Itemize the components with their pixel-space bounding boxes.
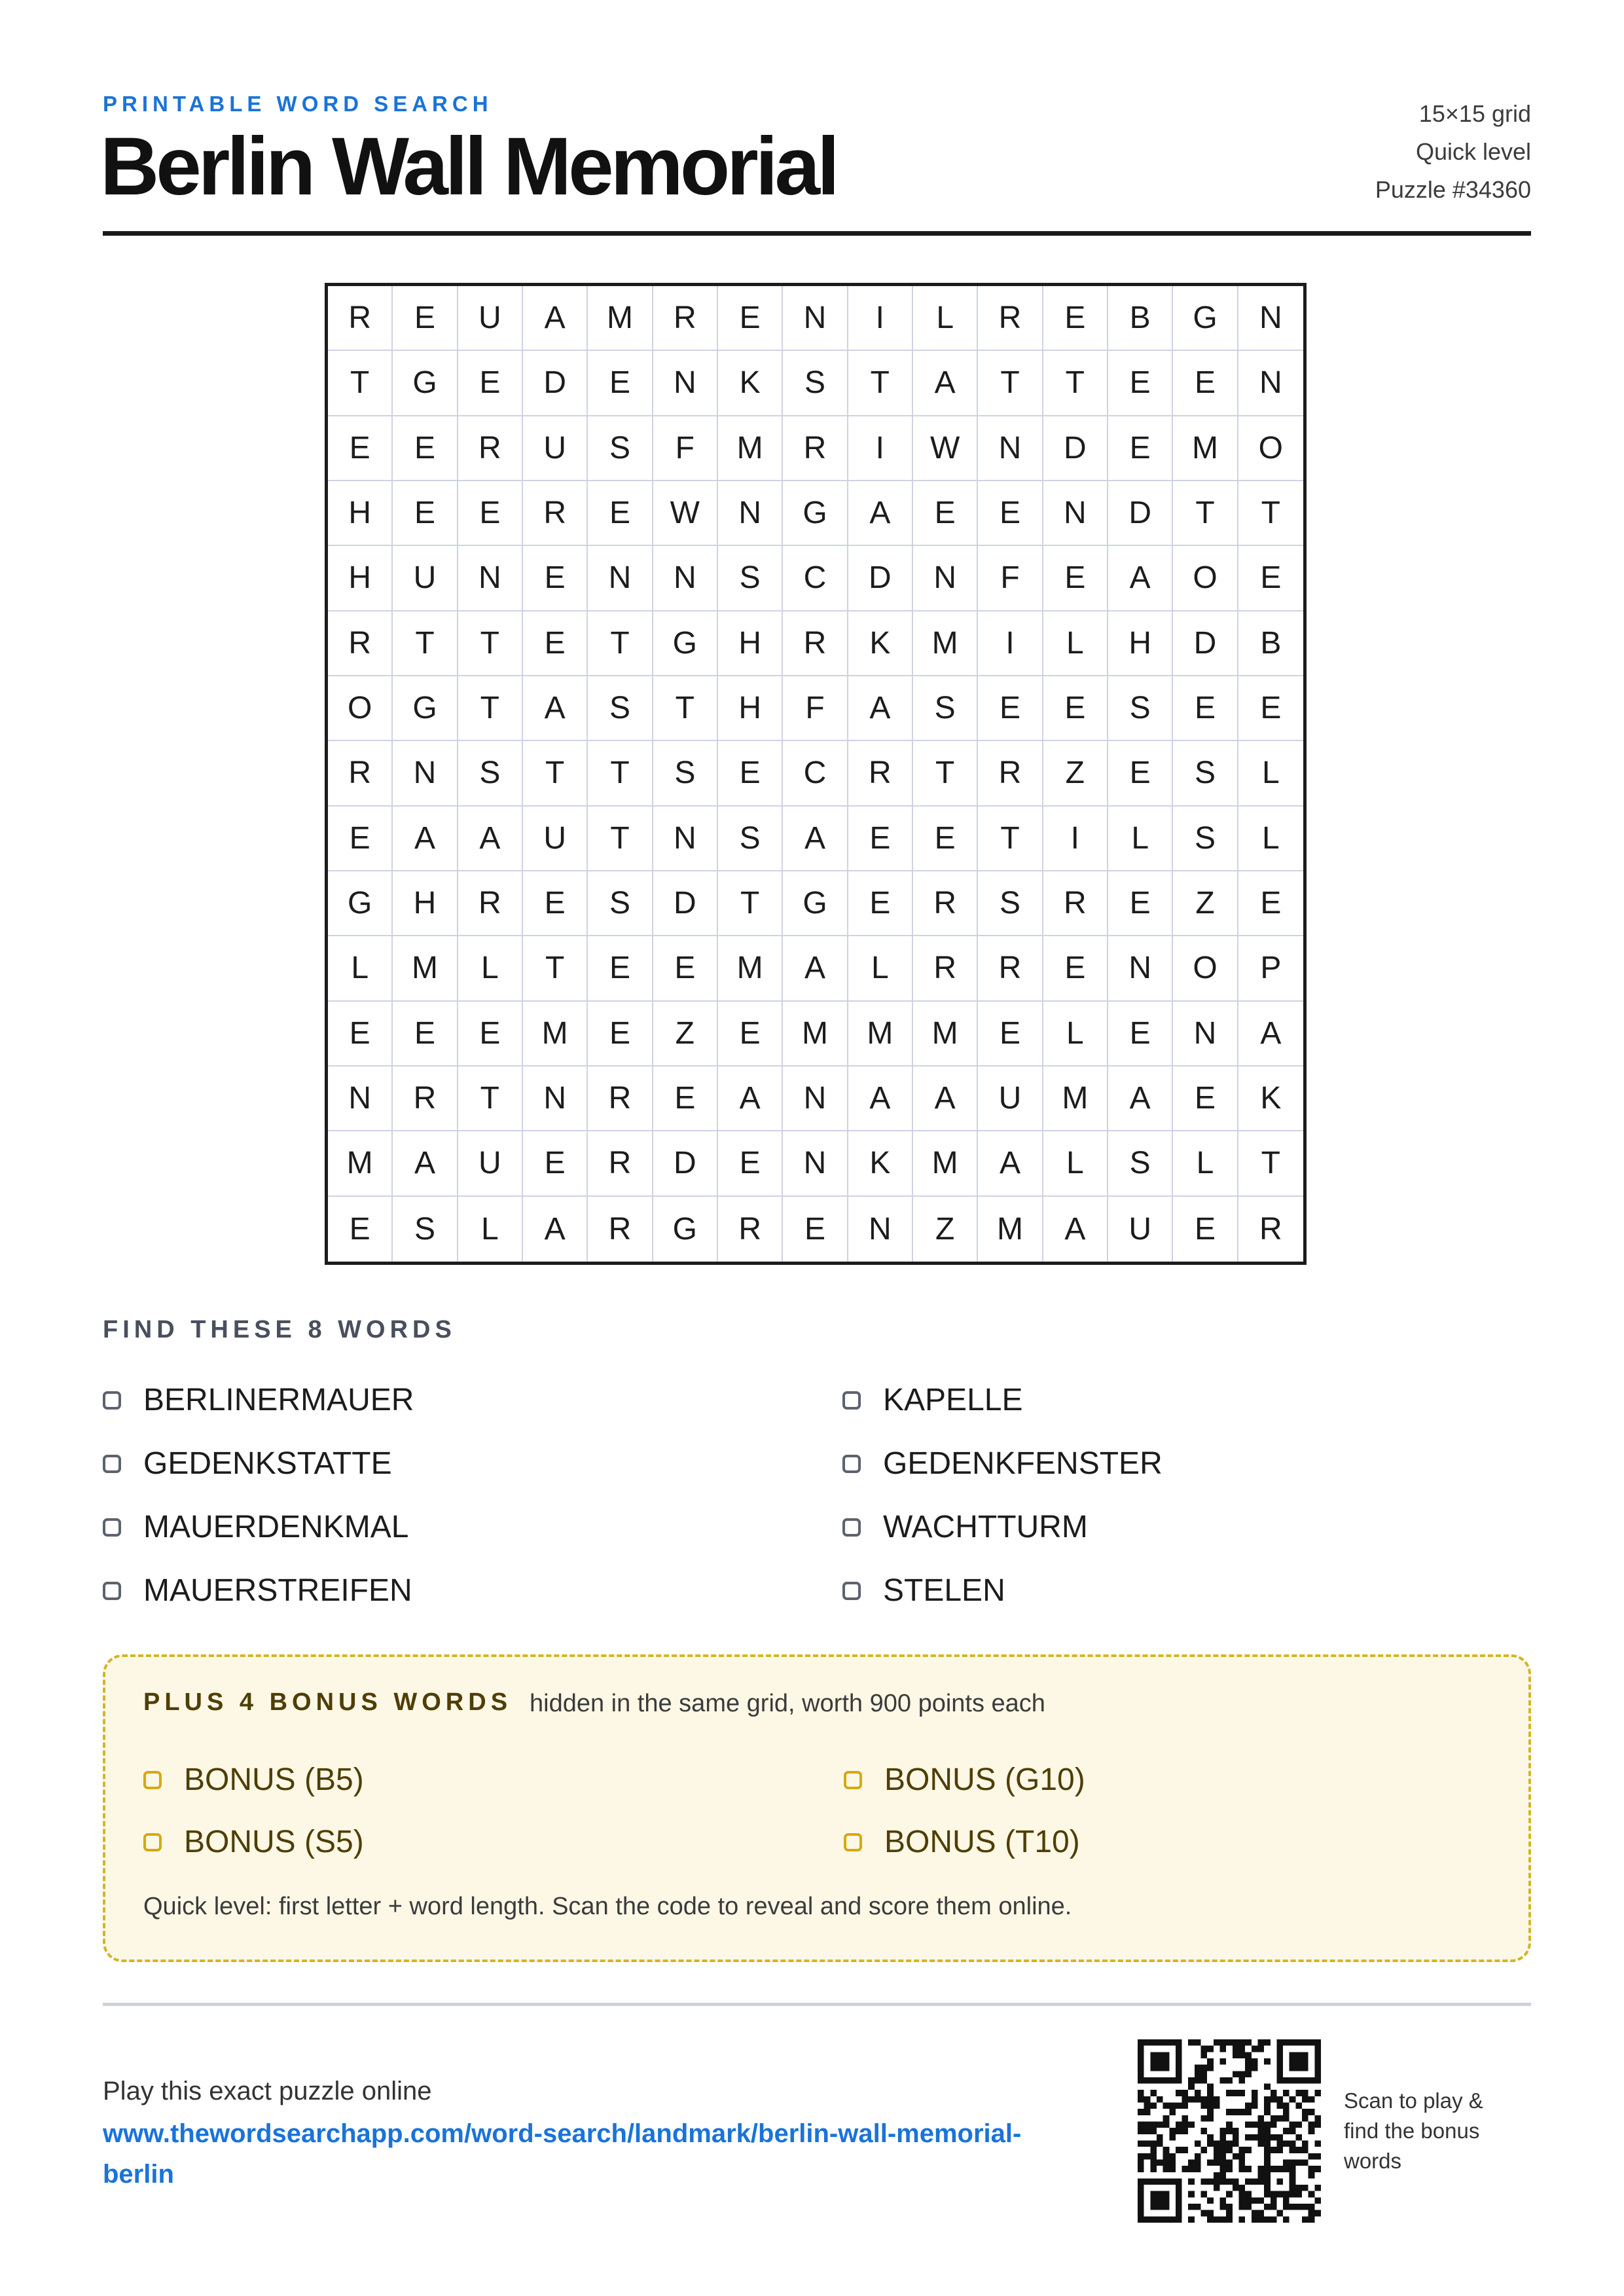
grid-cell[interactable]: E	[393, 1002, 458, 1066]
grid-cell[interactable]: N	[783, 1066, 848, 1131]
bonus-item[interactable]	[844, 1749, 1492, 1811]
grid-cell[interactable]: R	[783, 611, 848, 676]
grid-cell[interactable]: U	[523, 807, 588, 871]
grid-cell[interactable]: E	[328, 416, 393, 481]
grid-cell[interactable]: G	[328, 871, 393, 936]
kicker-label: PRINTABLE WORD SEARCH	[103, 92, 493, 116]
grid-cell[interactable]: R	[523, 481, 588, 546]
grid-cell[interactable]: K	[1238, 1066, 1303, 1131]
grid-cell[interactable]: E	[1238, 546, 1303, 611]
grid-cell[interactable]: E	[393, 416, 458, 481]
grid-cell[interactable]: W	[653, 481, 718, 546]
checkbox-icon[interactable]	[842, 1518, 861, 1537]
grid-cell[interactable]: R	[913, 936, 978, 1001]
grid-cell[interactable]: H	[393, 871, 458, 936]
grid-cell[interactable]: E	[1173, 676, 1238, 741]
grid-cell[interactable]: O	[1173, 936, 1238, 1001]
grid-cell[interactable]: Z	[1043, 741, 1108, 806]
grid-cell[interactable]: D	[653, 871, 718, 936]
word-list	[103, 1368, 1531, 1622]
word-item[interactable]	[103, 1368, 842, 1432]
word-item[interactable]	[842, 1495, 1531, 1559]
grid-cell[interactable]: T	[588, 741, 653, 806]
grid-cell[interactable]: A	[1043, 1197, 1108, 1262]
grid-cell[interactable]: R	[328, 286, 393, 351]
grid-cell[interactable]: E	[1043, 676, 1108, 741]
grid-cell[interactable]: M	[393, 936, 458, 1001]
grid-cell[interactable]: M	[913, 1002, 978, 1066]
grid-cell[interactable]: S	[718, 807, 783, 871]
grid-cell[interactable]: R	[978, 741, 1043, 806]
grid-cell[interactable]: N	[978, 416, 1043, 481]
bonus-panel	[103, 1654, 1531, 1962]
checkbox-icon[interactable]	[103, 1582, 121, 1600]
grid-cell[interactable]: U	[523, 416, 588, 481]
grid-cell[interactable]: E	[1043, 286, 1108, 351]
grid-cell[interactable]: T	[588, 611, 653, 676]
grid-cell[interactable]: G	[1173, 286, 1238, 351]
grid-cell[interactable]: R	[848, 741, 913, 806]
grid-cell[interactable]: N	[653, 546, 718, 611]
grid-cell[interactable]: A	[523, 286, 588, 351]
bonus-word-list	[143, 1749, 1492, 1873]
grid-cell[interactable]: H	[718, 611, 783, 676]
grid-cell[interactable]: T	[523, 936, 588, 1001]
grid-cell[interactable]: G	[393, 351, 458, 416]
grid-cell[interactable]: E	[328, 1002, 393, 1066]
bonus-subtitle: hidden in the same grid, worth 900 points each	[530, 1690, 1045, 1717]
grid-cell[interactable]: E	[718, 741, 783, 806]
grid-cell[interactable]: M	[913, 1131, 978, 1196]
grid-cell[interactable]: L	[458, 1197, 523, 1262]
grid-cell[interactable]: L	[913, 286, 978, 351]
grid-cell[interactable]: S	[1108, 676, 1173, 741]
grid-cell[interactable]: R	[393, 1066, 458, 1131]
grid-cell[interactable]: E	[523, 871, 588, 936]
grid-cell[interactable]: T	[393, 611, 458, 676]
grid-cell[interactable]: S	[458, 741, 523, 806]
grid-cell[interactable]: N	[848, 1197, 913, 1262]
puzzle-number-label: Puzzle #34360	[1375, 176, 1531, 203]
bonus-note: Quick level: first letter + word length. Scan the code to reveal and score them online.	[143, 1893, 1072, 1920]
grid-cell[interactable]: T	[913, 741, 978, 806]
grid-cell[interactable]: E	[523, 611, 588, 676]
grid-cell[interactable]: T	[848, 351, 913, 416]
puzzle-meta	[1375, 95, 1531, 209]
grid-cell[interactable]: E	[328, 807, 393, 871]
grid-cell[interactable]: N	[523, 1066, 588, 1131]
grid-cell[interactable]: S	[588, 416, 653, 481]
grid-cell[interactable]: E	[978, 1002, 1043, 1066]
grid-cell[interactable]: A	[458, 807, 523, 871]
grid-cell[interactable]: E	[1173, 1197, 1238, 1262]
grid-cell[interactable]: T	[1173, 481, 1238, 546]
grid-cell[interactable]: N	[1238, 286, 1303, 351]
grid-cell[interactable]: L	[458, 936, 523, 1001]
grid-cell[interactable]: D	[1173, 611, 1238, 676]
grid-cell[interactable]: M	[978, 1197, 1043, 1262]
word-label: GEDENKFENSTER	[883, 1446, 1163, 1481]
grid-cell[interactable]: A	[718, 1066, 783, 1131]
grid-cell[interactable]: F	[653, 416, 718, 481]
word-label: BERLINERMAUER	[143, 1383, 414, 1417]
grid-cell[interactable]: U	[1108, 1197, 1173, 1262]
grid-cell[interactable]: A	[523, 676, 588, 741]
header-divider	[103, 231, 1531, 236]
footer-lead: Play this exact puzzle online	[103, 2077, 432, 2105]
bonus-label: BONUS (S5)	[184, 1825, 364, 1859]
grid-cell[interactable]: E	[1108, 741, 1173, 806]
letter-grid	[325, 283, 1307, 1265]
bonus-item[interactable]	[143, 1749, 844, 1811]
grid-cell[interactable]: N	[783, 1131, 848, 1196]
grid-cell[interactable]: E	[848, 871, 913, 936]
grid-cell[interactable]: K	[848, 611, 913, 676]
grid-cell[interactable]: E	[458, 1002, 523, 1066]
grid-cell[interactable]: S	[783, 351, 848, 416]
grid-cell[interactable]: E	[718, 1002, 783, 1066]
grid-cell[interactable]: Z	[913, 1197, 978, 1262]
grid-cell[interactable]: M	[783, 1002, 848, 1066]
checkbox-icon[interactable]	[143, 1833, 162, 1851]
checkbox-icon[interactable]	[844, 1771, 862, 1789]
word-item[interactable]	[103, 1559, 842, 1622]
grid-cell[interactable]: C	[783, 741, 848, 806]
checkbox-icon[interactable]	[842, 1455, 861, 1473]
grid-cell[interactable]: D	[653, 1131, 718, 1196]
qr-code-icon[interactable]	[1138, 2039, 1321, 2223]
grid-cell[interactable]: T	[588, 807, 653, 871]
grid-cell[interactable]: T	[458, 611, 523, 676]
grid-cell[interactable]: N	[653, 807, 718, 871]
grid-cell[interactable]: R	[1259, 1211, 1282, 1247]
grid-cell[interactable]: E	[1238, 676, 1303, 741]
grid-cell[interactable]: N	[458, 546, 523, 611]
grid-cell[interactable]: R	[328, 611, 393, 676]
grid-cell[interactable]: U	[458, 1131, 523, 1196]
grid-cell[interactable]: A	[523, 1197, 588, 1262]
grid-cell[interactable]: N	[653, 351, 718, 416]
grid-cell[interactable]: E	[1108, 871, 1173, 936]
grid-cell[interactable]: E	[978, 481, 1043, 546]
word-label: KAPELLE	[883, 1383, 1023, 1417]
grid-cell[interactable]: E	[913, 807, 978, 871]
word-label: WACHTTURM	[883, 1510, 1088, 1544]
word-label: GEDENKSTATTE	[143, 1446, 392, 1481]
grid-cell[interactable]: D	[848, 546, 913, 611]
grid-cell[interactable]: T	[978, 351, 1043, 416]
grid-cell[interactable]: O	[328, 676, 393, 741]
grid-cell[interactable]: A	[978, 1131, 1043, 1196]
grid-cell[interactable]: K	[848, 1131, 913, 1196]
grid-cell[interactable]: S	[913, 676, 978, 741]
checkbox-icon[interactable]	[143, 1771, 162, 1789]
grid-cell[interactable]: A	[848, 676, 913, 741]
grid-cell[interactable]: U	[393, 546, 458, 611]
grid-cell[interactable]: S	[393, 1197, 458, 1262]
word-item[interactable]	[842, 1368, 1531, 1432]
grid-cell[interactable]: U	[458, 286, 523, 351]
grid-cell[interactable]: D	[1043, 416, 1108, 481]
grid-cell[interactable]: M	[328, 1131, 393, 1196]
grid-size-label: 15×15 grid	[1418, 100, 1531, 127]
grid-cell[interactable]: E	[588, 481, 653, 546]
grid-cell[interactable]: N	[1043, 481, 1108, 546]
grid-cell[interactable]: T	[458, 1066, 523, 1131]
grid-cell[interactable]: E	[1043, 546, 1108, 611]
grid-cell[interactable]: R	[588, 1066, 653, 1131]
grid-cell[interactable]: D	[1108, 481, 1173, 546]
footer-divider	[103, 2003, 1531, 2006]
grid-cell[interactable]: S	[1173, 807, 1238, 871]
grid-cell[interactable]: E	[913, 481, 978, 546]
grid-cell[interactable]: E	[523, 1131, 588, 1196]
grid-cell[interactable]: T	[1238, 1131, 1303, 1196]
grid-cell[interactable]: H	[328, 481, 393, 546]
grid-cell[interactable]: W	[913, 416, 978, 481]
checkbox-icon[interactable]	[844, 1833, 862, 1851]
grid-cell[interactable]: R	[588, 1197, 653, 1262]
grid-cell[interactable]: R	[328, 741, 393, 806]
checkbox-icon[interactable]	[842, 1391, 861, 1410]
word-item[interactable]	[842, 1559, 1531, 1622]
grid-cell[interactable]: M	[718, 416, 783, 481]
grid-cell[interactable]: H	[1108, 611, 1173, 676]
grid-cell[interactable]: E	[1173, 1066, 1238, 1131]
bonus-heading: PLUS 4 BONUS WORDS	[143, 1688, 513, 1716]
grid-cell[interactable]: E	[718, 286, 783, 351]
grid-cell[interactable]: A	[393, 1131, 458, 1196]
bonus-item[interactable]	[844, 1811, 1492, 1873]
grid-cell[interactable]: E	[848, 807, 913, 871]
page-title: Berlin Wall Memorial	[100, 121, 837, 212]
grid-cell[interactable]: E	[718, 1131, 783, 1196]
grid-cell[interactable]: N	[718, 481, 783, 546]
grid-cell[interactable]: O	[1173, 546, 1238, 611]
checkbox-icon[interactable]	[103, 1518, 121, 1537]
grid-cell[interactable]: E	[588, 351, 653, 416]
grid-cell[interactable]: M	[718, 936, 783, 1001]
grid-cell[interactable]: E	[588, 936, 653, 1001]
grid-cell[interactable]: H	[718, 676, 783, 741]
grid-cell[interactable]: T	[1043, 351, 1108, 416]
grid-cell[interactable]: E	[523, 546, 588, 611]
grid-cell[interactable]: A	[1108, 1066, 1173, 1131]
grid-cell[interactable]: N	[588, 546, 653, 611]
level-label: Quick level	[1415, 138, 1531, 165]
checkbox-icon[interactable]	[103, 1391, 121, 1410]
grid-cell[interactable]: E	[1043, 936, 1108, 1001]
grid-cell[interactable]: R	[783, 416, 848, 481]
grid-cell[interactable]: L	[1238, 807, 1303, 871]
grid-cell[interactable]: N	[328, 1066, 393, 1131]
grid-cell[interactable]: L	[1043, 611, 1108, 676]
bonus-label: BONUS (B5)	[184, 1762, 364, 1797]
word-item[interactable]	[103, 1432, 842, 1495]
grid-cell[interactable]: T	[1238, 481, 1303, 546]
grid-cell[interactable]: O	[1238, 416, 1303, 481]
grid-cell[interactable]: L	[1043, 1131, 1108, 1196]
grid-cell[interactable]: N	[913, 546, 978, 611]
grid-cell[interactable]: S	[588, 871, 653, 936]
word-label: STELEN	[883, 1573, 1005, 1608]
grid-cell[interactable]: M	[848, 1002, 913, 1066]
grid-cell[interactable]: Z	[653, 1002, 718, 1066]
grid-cell[interactable]: E	[1108, 1002, 1173, 1066]
grid-cell[interactable]: D	[523, 351, 588, 416]
grid-cell[interactable]: E	[393, 481, 458, 546]
grid-cell[interactable]: R	[458, 416, 523, 481]
grid-cell[interactable]: S	[718, 546, 783, 611]
grid-cell[interactable]: E	[1108, 416, 1173, 481]
grid-cell[interactable]: N	[1108, 936, 1173, 1001]
grid-cell[interactable]: G	[393, 676, 458, 741]
grid-cell[interactable]: L	[1108, 807, 1173, 871]
grid-cell[interactable]: B	[1238, 611, 1303, 676]
grid-cell[interactable]: E	[458, 481, 523, 546]
grid-cell[interactable]: K	[718, 351, 783, 416]
grid-cell[interactable]: Z	[1173, 871, 1238, 936]
grid-cell[interactable]: A	[393, 807, 458, 871]
grid-cell[interactable]: G	[783, 481, 848, 546]
grid-cell[interactable]: E	[1238, 871, 1303, 936]
grid-cell[interactable]: L	[1043, 1002, 1108, 1066]
grid-cell[interactable]: P	[1238, 936, 1303, 1001]
grid-cell[interactable]: R	[913, 871, 978, 936]
grid-cell[interactable]: U	[978, 1066, 1043, 1131]
grid-cell[interactable]: I	[848, 416, 913, 481]
grid-cell[interactable]: N	[1238, 351, 1303, 416]
grid-cell[interactable]: L	[1238, 741, 1303, 806]
grid-cell[interactable]: M	[523, 1002, 588, 1066]
grid-cell[interactable]: G	[653, 611, 718, 676]
grid-cell[interactable]: F	[783, 676, 848, 741]
grid-cell[interactable]: A	[783, 936, 848, 1001]
grid-cell[interactable]: I	[848, 286, 913, 351]
grid-cell[interactable]: A	[783, 807, 848, 871]
grid-cell[interactable]: L	[1173, 1131, 1238, 1196]
grid-cell[interactable]: M	[913, 611, 978, 676]
bonus-label: BONUS (T10)	[884, 1825, 1080, 1859]
word-item[interactable]	[103, 1495, 842, 1559]
grid-cell[interactable]: E	[328, 1197, 393, 1262]
word-label: MAUERSTREIFEN	[143, 1573, 412, 1608]
grid-cell[interactable]: R	[653, 286, 718, 351]
grid-cell[interactable]: E	[1108, 351, 1173, 416]
grid-cell[interactable]: E	[458, 351, 523, 416]
grid-cell[interactable]: T	[523, 741, 588, 806]
grid-cell[interactable]: R	[588, 1131, 653, 1196]
grid-cell[interactable]: N	[393, 741, 458, 806]
grid-cell[interactable]: T	[653, 676, 718, 741]
word-label: MAUERDENKMAL	[143, 1510, 409, 1544]
grid-cell[interactable]: T	[458, 676, 523, 741]
grid-cell[interactable]: E	[653, 936, 718, 1001]
grid-cell[interactable]: I	[1043, 807, 1108, 871]
grid-cell[interactable]: M	[1043, 1066, 1108, 1131]
grid-cell[interactable]: F	[978, 546, 1043, 611]
grid-cell[interactable]: A	[913, 1066, 978, 1131]
grid-cell[interactable]: S	[653, 741, 718, 806]
grid-cell[interactable]: N	[1173, 1002, 1238, 1066]
checkbox-icon[interactable]	[842, 1582, 861, 1600]
grid-cell[interactable]: N	[783, 286, 848, 351]
grid-cell[interactable]: E	[783, 1197, 848, 1262]
grid-cell[interactable]: E	[653, 1066, 718, 1131]
bonus-item[interactable]	[143, 1811, 844, 1873]
grid-cell[interactable]: E	[393, 286, 458, 351]
grid-cell[interactable]: A	[913, 351, 978, 416]
word-item[interactable]	[842, 1432, 1531, 1495]
grid-cell[interactable]: L	[328, 936, 393, 1001]
grid-cell[interactable]: A	[1238, 1002, 1303, 1066]
grid-cell[interactable]: A	[1108, 546, 1173, 611]
grid-cell[interactable]: R	[978, 936, 1043, 1001]
bonus-label: BONUS (G10)	[884, 1762, 1085, 1797]
grid-cell[interactable]: R	[978, 286, 1043, 351]
grid-cell[interactable]: A	[848, 1066, 913, 1131]
grid-cell[interactable]: T	[328, 351, 393, 416]
grid-cell[interactable]: L	[848, 936, 913, 1001]
grid-cell[interactable]: H	[328, 546, 393, 611]
grid-cell[interactable]: S	[1173, 741, 1238, 806]
grid-cell[interactable]: G	[653, 1197, 718, 1262]
word-list-heading: FIND THESE 8 WORDS	[103, 1316, 456, 1343]
grid-cell[interactable]: G	[783, 871, 848, 936]
grid-cell[interactable]: B	[1108, 286, 1173, 351]
puzzle-link[interactable]: www.thewordsearchapp.com/word-search/landmark/berlin-wall-memorial-berlin	[103, 2119, 1022, 2189]
grid-cell[interactable]: M	[588, 286, 653, 351]
grid-cell[interactable]: I	[978, 611, 1043, 676]
grid-cell[interactable]: S	[588, 676, 653, 741]
grid-cell[interactable]: T	[718, 871, 783, 936]
grid-cell[interactable]: M	[1173, 416, 1238, 481]
grid-cell[interactable]: R	[1043, 871, 1108, 936]
grid-cell[interactable]: T	[978, 807, 1043, 871]
grid-cell[interactable]: E	[1173, 351, 1238, 416]
grid-cell[interactable]: S	[1108, 1131, 1173, 1196]
grid-cell[interactable]: E	[978, 676, 1043, 741]
grid-cell[interactable]: A	[848, 481, 913, 546]
grid-cell[interactable]: C	[783, 546, 848, 611]
grid-cell[interactable]: R	[458, 871, 523, 936]
grid-cell[interactable]: S	[978, 871, 1043, 936]
checkbox-icon[interactable]	[103, 1455, 121, 1473]
grid-cell[interactable]: E	[588, 1002, 653, 1066]
qr-caption: Scan to play & find the bonus words	[1344, 2088, 1483, 2173]
grid-cell[interactable]: R	[718, 1197, 783, 1262]
